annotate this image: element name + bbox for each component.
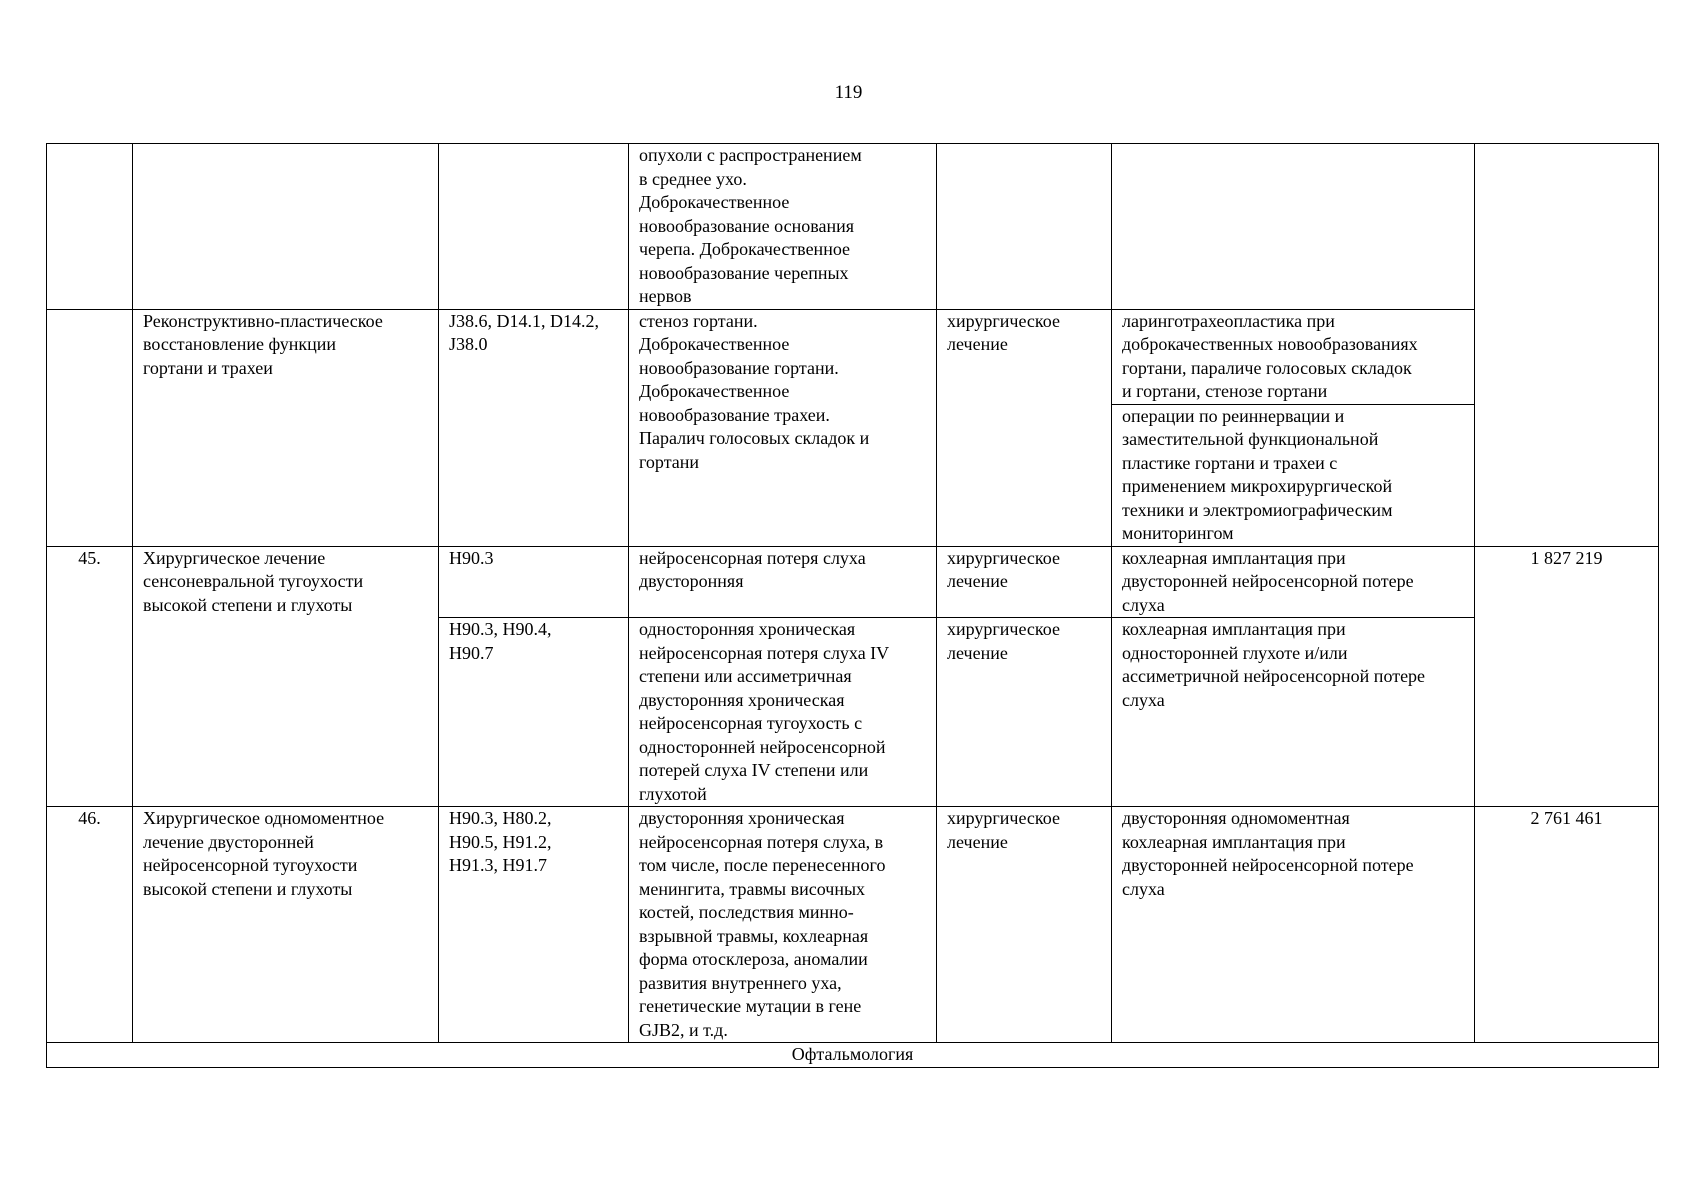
cell-icd-codes: H90.3, H80.2, H90.5, H91.2, H91.3, H91.7 [439, 807, 629, 1043]
cell-treatment-type: хирургическое лечение [937, 546, 1112, 618]
page-number: 119 [834, 82, 863, 103]
cell-diagnosis: односторонняя хроническая нейросенсорная потеря слуха IV степени или ассиметричная двусторонняя хроническая нейросенсорная тугоухость с односторонней нейросенсорной потерей слуха IV степени или глухотой [629, 618, 937, 807]
cell-care-type [133, 144, 439, 310]
cell-treatment-type [937, 144, 1112, 310]
cell-care-type: Хирургическое лечение сенсоневральной тугоухости высокой степени и глухоты [133, 546, 439, 807]
cell-care-type: Хирургическое одномоментное лечение двусторонней нейросенсорной тугоухости высокой степени и глухоты [133, 807, 439, 1043]
cell-number [47, 309, 133, 546]
cell-number [47, 144, 133, 310]
cell-number: 46. [47, 807, 133, 1043]
cell-diagnosis: опухоли с распространением в среднее ухо. Доброкачественное новообразование основания черепа. Доброкачественное новообразование черепных нервов [629, 144, 937, 310]
table-row-continuation [47, 144, 1659, 310]
cell-method [1112, 144, 1475, 310]
section-heading: Офтальмология [47, 1043, 1659, 1068]
cell-method: операции по реиннервации и заместительной функциональной пластике гортани и трахеи с применением микрохирургической техники и электромиографическим мониторингом [1112, 404, 1475, 546]
table-row-section [47, 1043, 1659, 1068]
cell-method: ларинготрахеопластика при доброкачественных новообразованиях гортани, параличе голосовых складок и гортани, стенозе гортани [1112, 309, 1475, 404]
cell-treatment-type: хирургическое лечение [937, 807, 1112, 1043]
cell-diagnosis: стеноз гортани. Доброкачественное новообразование гортани. Доброкачественное новообразование трахеи. Паралич голосовых складок и гортани [629, 309, 937, 546]
cell-icd-codes: H90.3, H90.4, H90.7 [439, 618, 629, 807]
cell-icd-codes: J38.6, D14.1, D14.2, J38.0 [439, 309, 629, 546]
cell-diagnosis: двусторонняя хроническая нейросенсорная потеря слуха, в том числе, после перенесенного менингита, травмы височных костей, последствия минно- взрывной травмы, кохлеарная форма отосклероза, аномалии развития внутреннего уха, генетические мутации в гене GJB2, и т.д. [629, 807, 937, 1043]
cell-method: кохлеарная имплантация при двусторонней нейросенсорной потере слуха [1112, 546, 1475, 618]
cell-cost: 2 761 461 [1475, 807, 1659, 1043]
cell-treatment-type: хирургическое лечение [937, 309, 1112, 546]
cell-treatment-type: хирургическое лечение [937, 618, 1112, 807]
table-row-larynx [47, 309, 1659, 404]
table-row-45 [47, 546, 1659, 618]
cell-number: 45. [47, 546, 133, 807]
cell-diagnosis: нейросенсорная потеря слуха двусторонняя [629, 546, 937, 618]
cell-icd-codes: H90.3 [439, 546, 629, 618]
cell-care-type: Реконструктивно-пластическое восстановление функции гортани и трахеи [133, 309, 439, 546]
cell-icd-codes [439, 144, 629, 310]
cell-cost: 1 827 219 [1475, 546, 1659, 807]
cell-method: кохлеарная имплантация при односторонней глухоте и/или ассиметричной нейросенсорной потере слуха [1112, 618, 1475, 807]
table-row-46 [47, 807, 1659, 1043]
medical-care-table [46, 143, 1659, 1068]
cell-method: двусторонняя одномоментная кохлеарная имплантация при двусторонней нейросенсорной потере слуха [1112, 807, 1475, 1043]
cell-cost [1475, 144, 1659, 547]
